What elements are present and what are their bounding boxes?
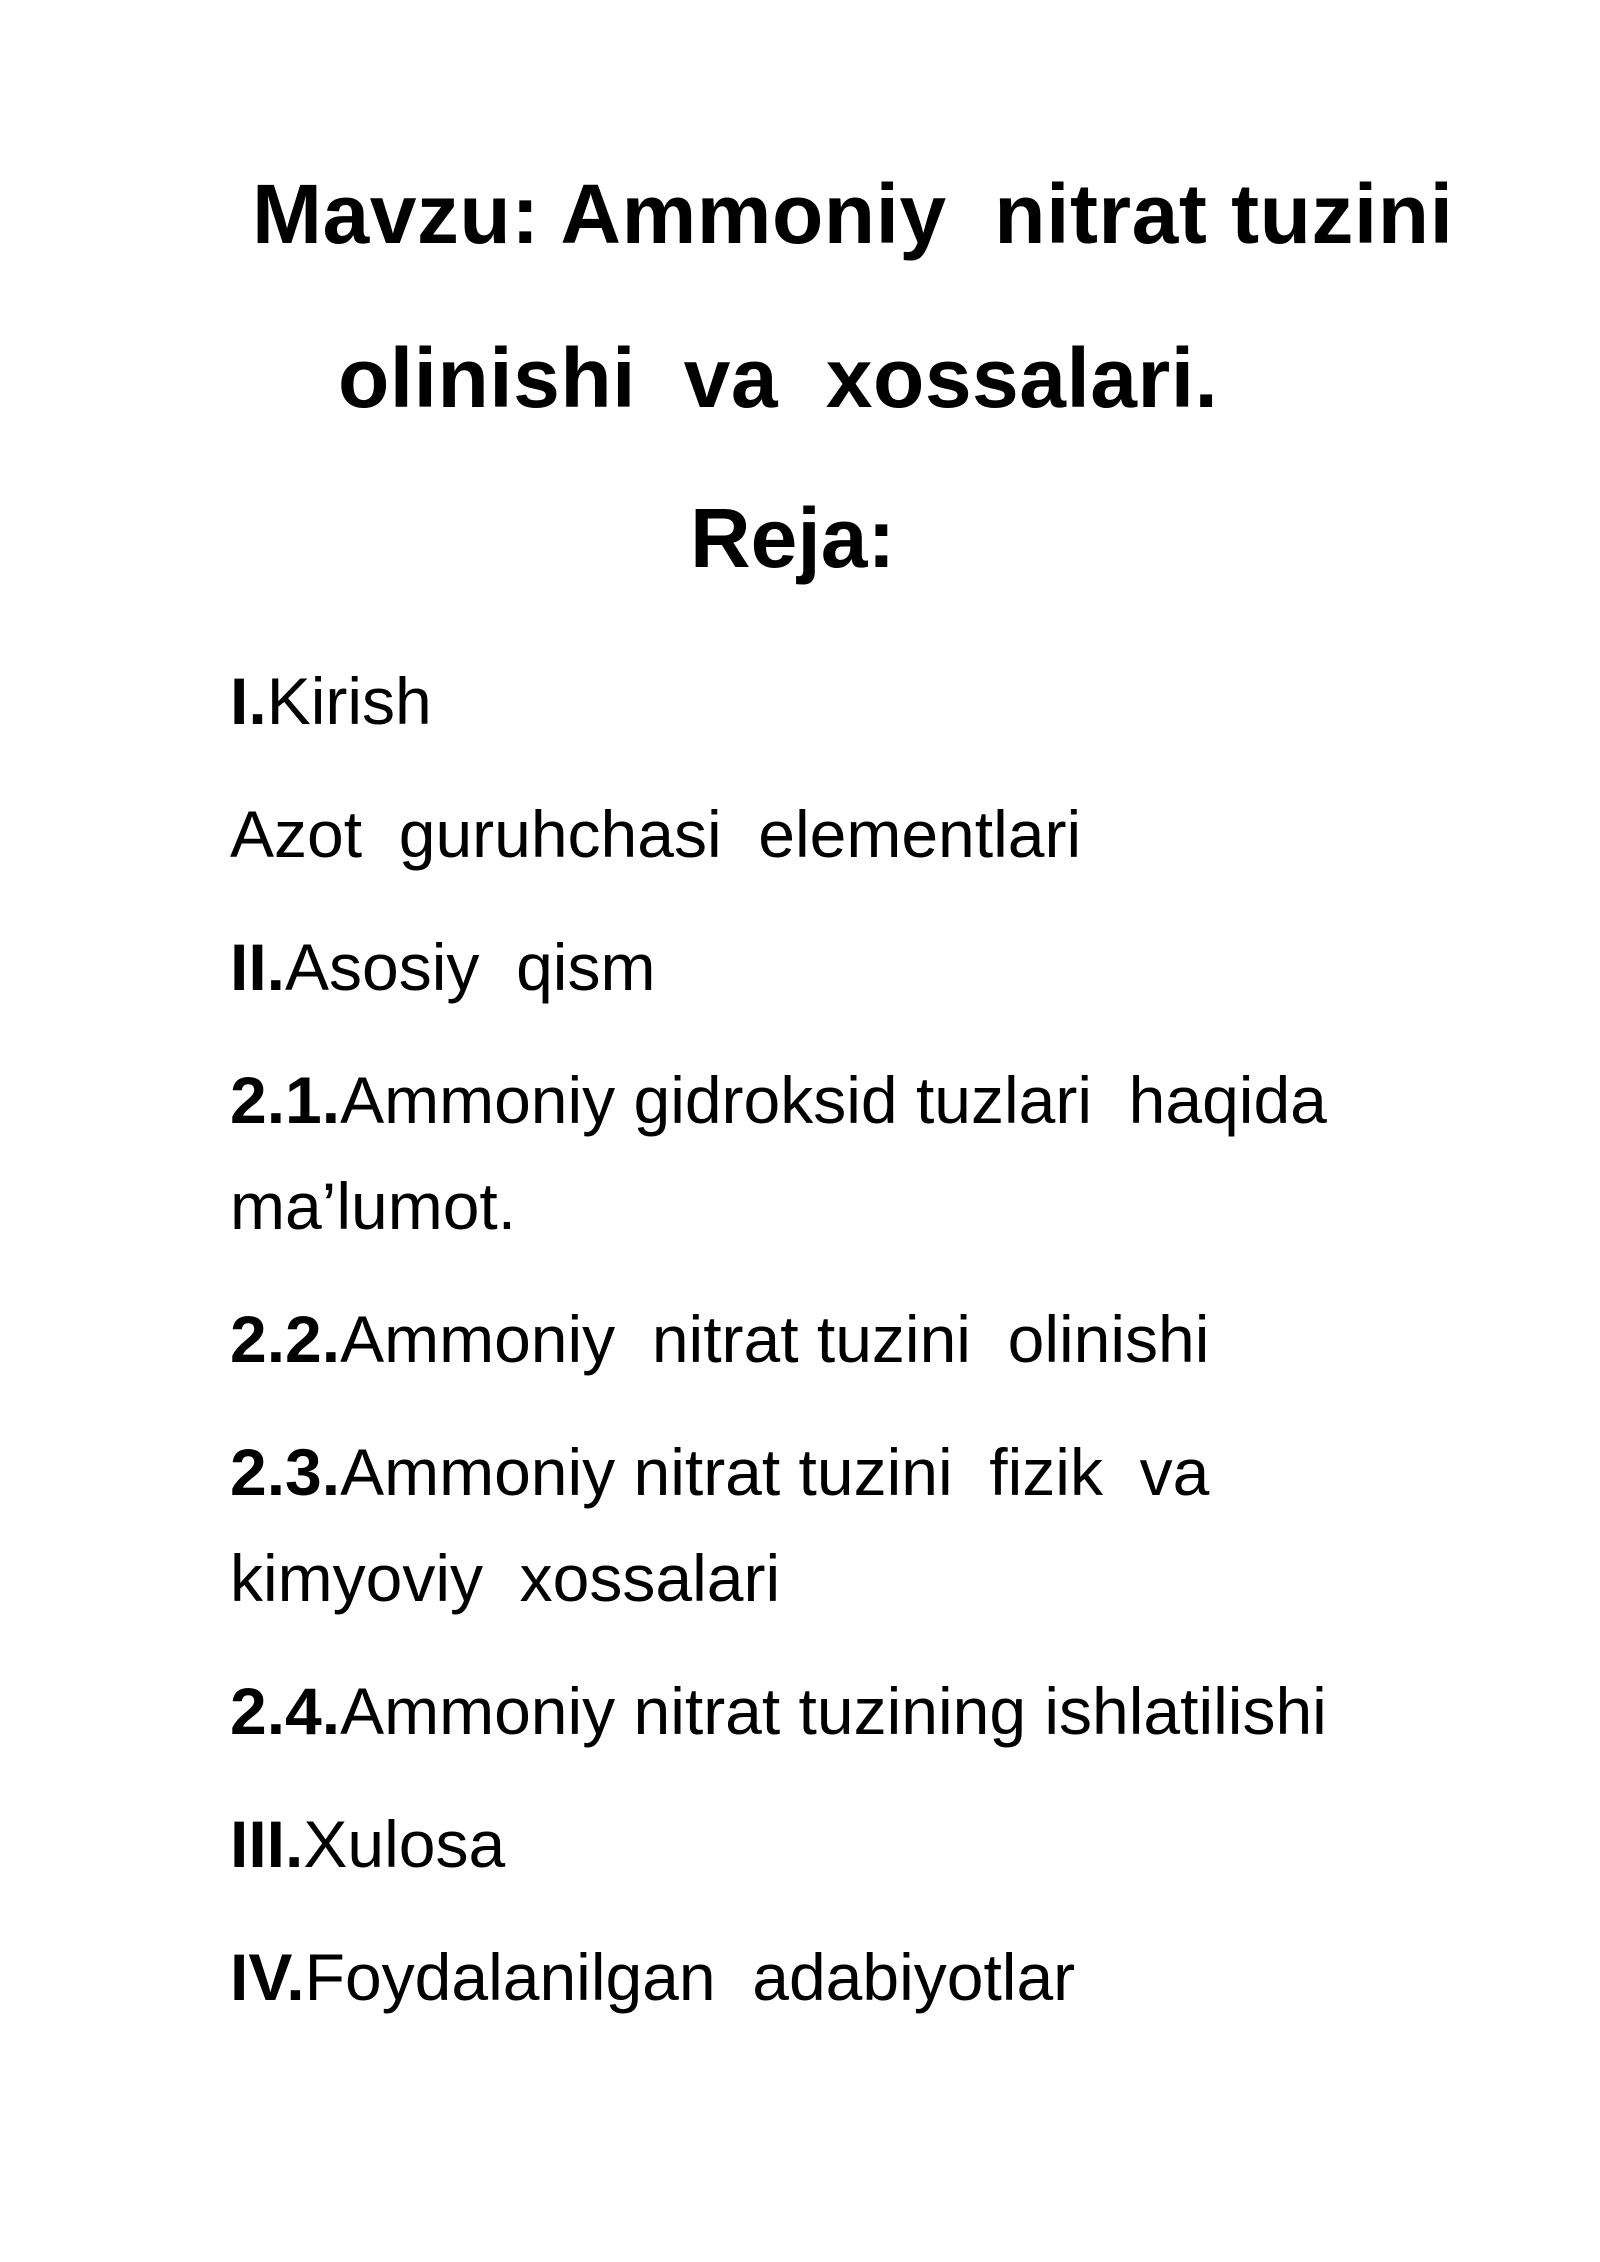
plan-item-text: Ammoniy nitrat tuzini fizik va kimyoviy xossalari <box>230 1435 1228 1615</box>
plan-item-text: Kirish <box>266 664 432 738</box>
plan-list <box>230 648 1460 2057</box>
plan-item-2-1 <box>230 1047 1460 1259</box>
plan-item-number: 2.2. <box>230 1302 341 1376</box>
plan-item-kirish <box>230 648 1460 754</box>
plan-item-text: Ammoniy gidroksid tuzlari haqida ma’lumot. <box>230 1063 1346 1243</box>
title-line-2: olinishi va xossalari. <box>338 331 1219 425</box>
plan-item-number: III. <box>230 1807 304 1881</box>
plan-item-azot <box>230 781 1460 887</box>
plan-item-xulosa <box>230 1791 1460 1897</box>
plan-item-text: Foydalanilgan adabiyotlar <box>304 1940 1076 2014</box>
plan-item-text: Asosiy qism <box>285 930 656 1004</box>
title-line-1: Mavzu: Ammoniy nitrat tuzini <box>252 167 1454 261</box>
plan-item-text: Azot guruhchasi elementlari <box>230 797 1082 871</box>
plan-item-asosiy <box>230 914 1460 1020</box>
plan-item-number: I. <box>230 664 267 738</box>
plan-heading: Reja: <box>690 491 896 585</box>
plan-item-number: 2.1. <box>230 1063 341 1137</box>
plan-item-number: II. <box>230 930 286 1004</box>
plan-item-number: 2.3. <box>230 1435 341 1509</box>
plan-item-text: Ammoniy nitrat tuzini olinishi <box>340 1302 1210 1376</box>
plan-item-2-3 <box>230 1419 1460 1631</box>
plan-item-2-2 <box>230 1286 1460 1392</box>
plan-item-text: Ammoniy nitrat tuzining ishlatilishi <box>340 1674 1327 1748</box>
plan-item-number: IV. <box>230 1940 305 2014</box>
plan-item-adabiyotlar <box>230 1924 1460 2030</box>
plan-item-2-4 <box>230 1658 1460 1764</box>
plan-item-text: Xulosa <box>303 1807 506 1881</box>
plan-item-number: 2.4. <box>230 1674 341 1748</box>
